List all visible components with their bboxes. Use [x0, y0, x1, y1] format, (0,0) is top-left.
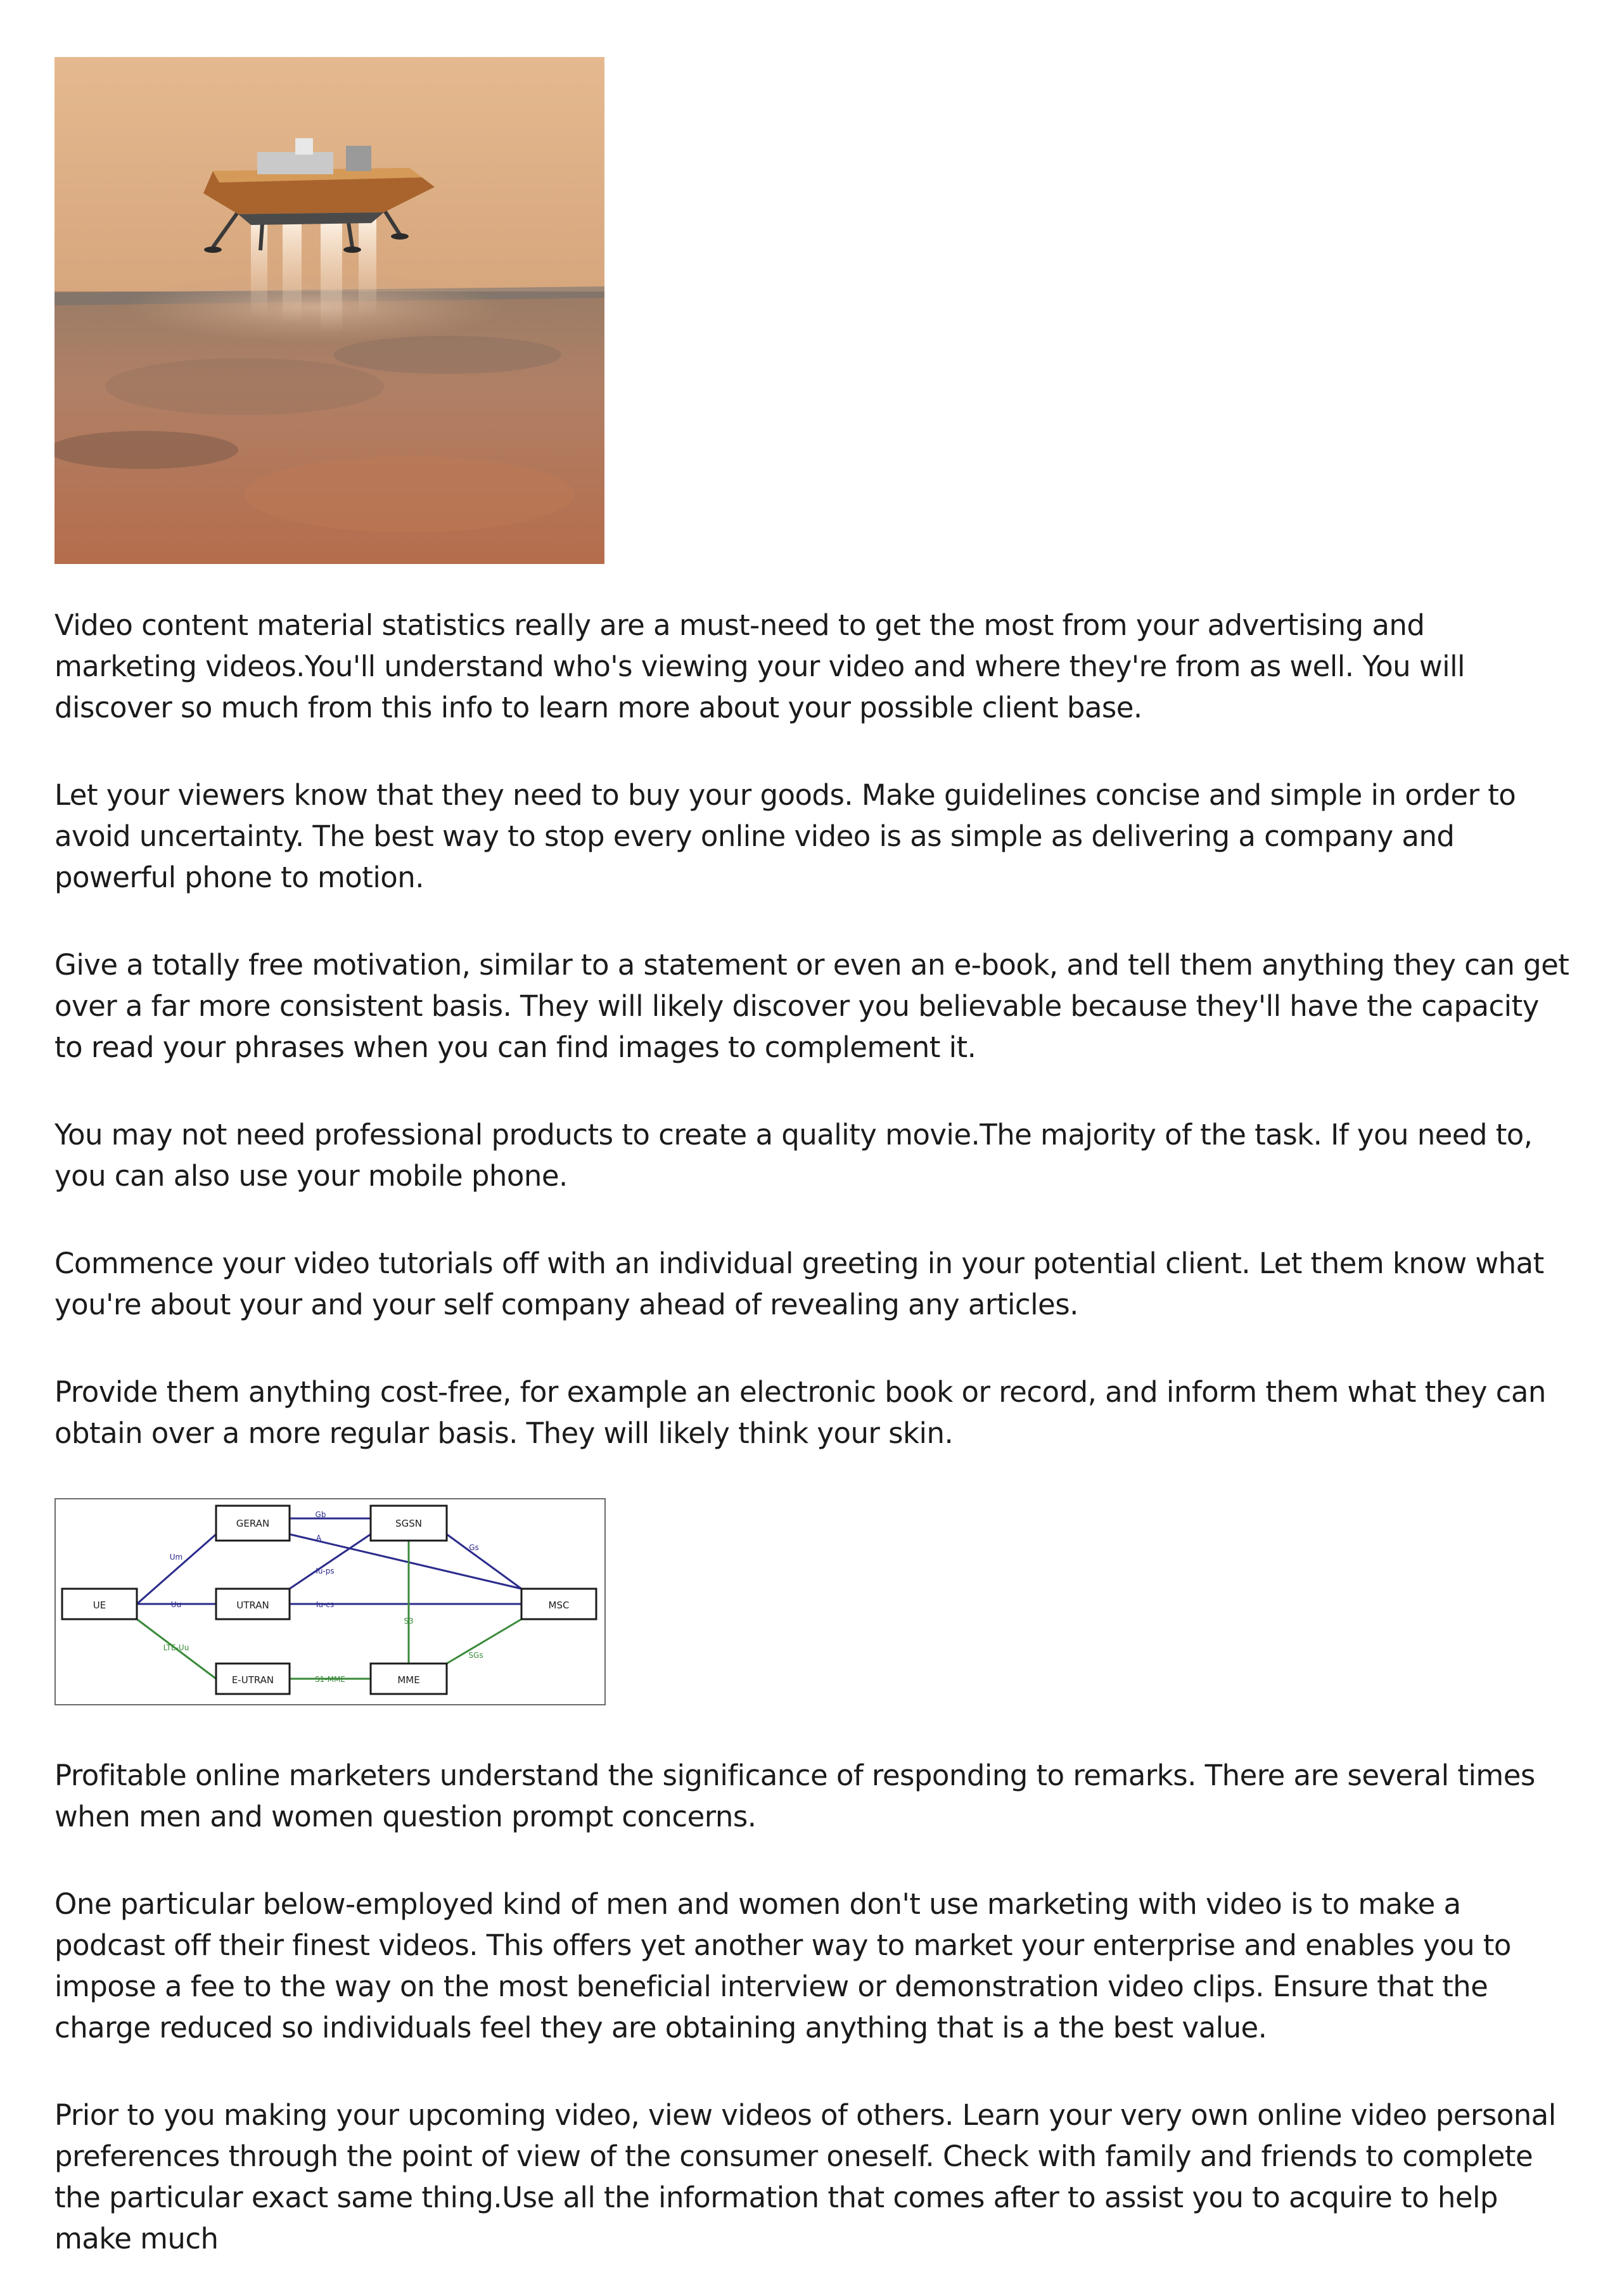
node-eutran [216, 1664, 290, 1694]
label-sgs: SGs [468, 1651, 483, 1660]
node-msc-label: MSC [548, 1600, 570, 1611]
paragraph-7: Profitable online marketers understand the significance of responding to remarks. There are several times when men and women question prompt concerns. [54, 1759, 1535, 1833]
link-mme-msc [447, 1619, 521, 1664]
label-gb: Gb [315, 1510, 326, 1519]
label-gs: Gs [469, 1543, 479, 1552]
node-ue [62, 1589, 137, 1619]
node-mme [371, 1664, 447, 1694]
mars-lander-photo [54, 57, 604, 564]
network-architecture-diagram [54, 1498, 606, 1705]
paragraph-4: You may not need professional products to create a quality movie.The majority of the task. If you need to, you can also use your mobile phone. [54, 1118, 1533, 1193]
label-s3: S3 [404, 1617, 414, 1626]
node-eutran-label: E-UTRAN [231, 1674, 274, 1686]
node-sgsn [371, 1506, 447, 1541]
label-lte-uu: LTE-Uu [163, 1643, 189, 1652]
document-page [54, 57, 1575, 2259]
label-iu-cs: Iu-cs [316, 1600, 335, 1609]
label-a: A [316, 1534, 322, 1542]
paragraph-9: Prior to you making your upcoming video, view videos of others. Learn your very own online video personal preferences through the point of view of the consumer oneself. Check with family and friends to complete the particular exact same thing.Use all the information that comes after to assist you to acquire to help make much [54, 2098, 1556, 2255]
link-geran-msc [290, 1534, 521, 1589]
paragraph-6: Provide them anything cost-free, for example an electronic book or record, and inform them what they can obtain over a more regular basis. They will likely think your skin. [54, 1375, 1546, 1450]
link-ue-geran [137, 1534, 216, 1604]
article-body-continued [54, 1755, 1575, 2259]
node-utran [216, 1589, 290, 1619]
node-mme-label: MME [397, 1674, 420, 1686]
paragraph-3: Give a totally free motivation, similar to a statement or even an e-book, and tell them anything they can get over a far more consistent basis. They will likely discover you believable because they'll have the capacity to read your phrases when you can find images to complement it. [54, 948, 1569, 1064]
node-geran-label: GERAN [236, 1518, 270, 1529]
article-body [54, 605, 1575, 1454]
node-msc [521, 1589, 596, 1619]
paragraph-8: One particular below-employed kind of men and women don't use marketing with video is to make a podcast off their finest videos. This offers yet another way to market your enterprise and enables you to impose a fee to the way on the most beneficial interview or demonstration video clips. Ensure that the charge reduced so individuals feel they are obtaining anything that is a the best value. [54, 1887, 1511, 2044]
paragraph-5: Commence your video tutorials off with an individual greeting in your potential client. Let them know what you're about your and your self company ahead of revealing any articles. [54, 1247, 1544, 1321]
label-iu-ps: Iu-ps [316, 1567, 335, 1575]
node-ue-label: UE [93, 1600, 106, 1611]
link-utran-sgsn [290, 1534, 371, 1589]
node-geran [216, 1506, 290, 1541]
label-um: Um [169, 1553, 183, 1562]
paragraph-1: Video content material statistics really are a must-need to get the most from your advertising and marketing videos.You'll understand who's viewing your video and where they're from as well. You will discover so much from this info to learn more about your possible client base. [54, 608, 1466, 724]
label-s1-mme: S1-MME [315, 1675, 345, 1684]
node-sgsn-label: SGSN [395, 1518, 422, 1529]
paragraph-2: Let your viewers know that they need to buy your goods. Make guidelines concise and simple in order to avoid uncertainty. The best way to stop every online video is as simple as delivering a company and powerful phone to motion. [54, 778, 1516, 894]
label-uu: Uu [170, 1600, 182, 1609]
node-utran-label: UTRAN [236, 1600, 269, 1611]
